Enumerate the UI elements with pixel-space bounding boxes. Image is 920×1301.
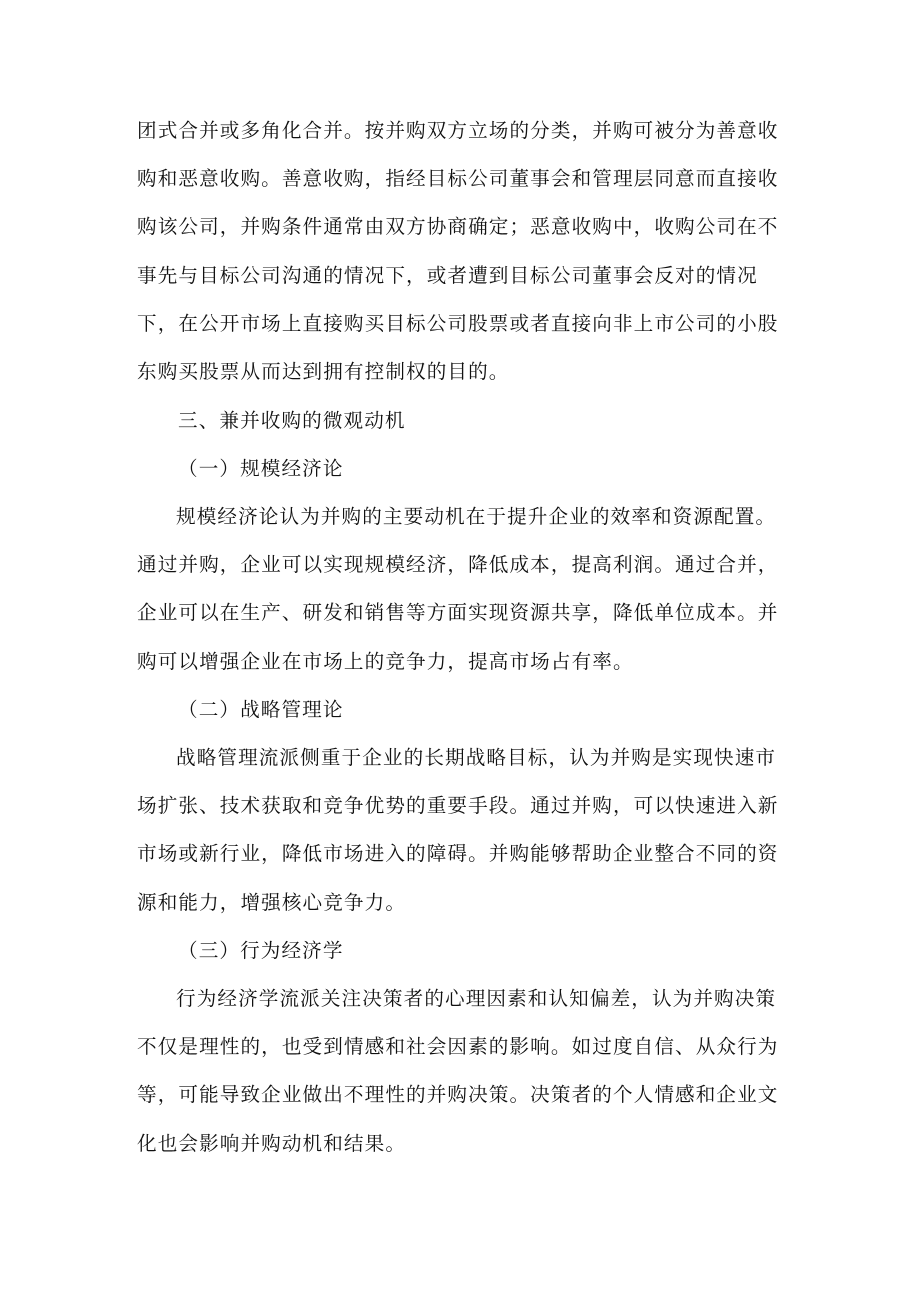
paragraph-scale-economy: 规模经济论认为并购的主要动机在于提升企业的效率和资源配置。通过并购，企业可以实现规模经济，降低成本，提高利润。通过合并，企业可以在生产、研发和销售等方面实现资源共享，降低单位成本。并购可以增强企业在市场上的竞争力，提高市场占有率。 — [137, 505, 779, 673]
paragraph-strategic-management: 战略管理流派侧重于企业的长期战略目标，认为并购是实现快速市场扩张、技术获取和竞争优势的重要手段。通过并购，可以快速进入新市场或新行业，降低市场进入的障碍。并购能够帮助企业整合不同的资源和能力，增强核心竞争力。 — [137, 746, 779, 914]
subsection-heading-behavioral-economics: （三）行为经济学 — [178, 939, 344, 962]
subsection-heading-strategic-management: （二）战略管理论 — [178, 698, 344, 721]
subsection-heading-scale-economy: （一）规模经济论 — [178, 457, 344, 480]
intro-paragraph: 团式合并或多角化合并。按并购双方立场的分类，并购可被分为善意收购和恶意收购。善意收购，指经目标公司董事会和管理层同意而直接收购该公司，并购条件通常由双方协商确定；恶意收购中，收购公司在不事先与目标公司沟通的情况下，或者遭到目标公司董事会反对的情况下，在公开市场上直接购买目标公司股票或者直接向非上市公司的小股东购买股票从而达到拥有控制权的目的。 — [137, 119, 779, 384]
section-heading: 三、兼并收购的微观动机 — [178, 409, 406, 432]
paragraph-behavioral-economics: 行为经济学流派关注决策者的心理因素和认知偏差，认为并购决策不仅是理性的，也受到情感和社会因素的影响。如过度自信、从众行为等，可能导致企业做出不理性的并购决策。决策者的个人情感和企业文化也会影响并购动机和结果。 — [137, 987, 779, 1155]
